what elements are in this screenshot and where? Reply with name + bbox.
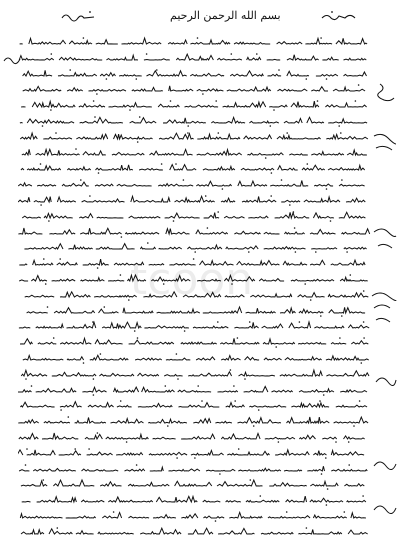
manuscript-line — [18, 510, 368, 520]
manuscript-line — [18, 384, 369, 394]
manuscript-line — [18, 399, 369, 409]
manuscript-line — [18, 178, 367, 188]
margin-note — [376, 80, 398, 94]
header-right-scribble — [320, 9, 360, 23]
manuscript-line — [18, 83, 367, 93]
manuscript-line — [18, 463, 369, 473]
manuscript-line — [18, 494, 368, 504]
manuscript-line — [18, 526, 370, 536]
manuscript-line — [18, 431, 367, 441]
manuscript-line — [18, 99, 369, 109]
manuscript-line — [18, 131, 370, 141]
manuscript-line — [18, 210, 367, 220]
margin-note — [374, 372, 396, 386]
manuscript-line — [18, 352, 371, 362]
header-right-note — [320, 9, 360, 26]
header-left-scribble — [60, 9, 98, 23]
manuscript-line — [18, 194, 367, 204]
manuscript-line — [18, 36, 369, 46]
manuscript-line — [18, 478, 366, 488]
margin-note — [372, 130, 394, 144]
manuscript-line — [18, 115, 369, 125]
manuscript-line — [18, 68, 368, 78]
margin-note — [2, 52, 24, 66]
basmala: بسم الله الرحمن الرحيم — [170, 9, 281, 22]
margin-note — [372, 500, 394, 514]
header-left-note — [60, 9, 98, 26]
watermark — [120, 250, 290, 310]
manuscript-line — [18, 415, 370, 425]
manuscript-line — [18, 52, 368, 62]
manuscript-line — [18, 447, 366, 457]
svg-text:tcoon: tcoon — [130, 254, 254, 305]
manuscript-line — [18, 320, 371, 330]
margin-note — [370, 290, 392, 304]
margin-note — [372, 226, 394, 240]
margin-note — [372, 456, 394, 470]
page-header — [60, 9, 360, 31]
manuscript-line — [18, 226, 372, 236]
manuscript-line — [18, 368, 371, 378]
manuscript-line — [18, 147, 369, 157]
manuscript-line — [18, 162, 367, 172]
manuscript-line — [18, 336, 370, 346]
